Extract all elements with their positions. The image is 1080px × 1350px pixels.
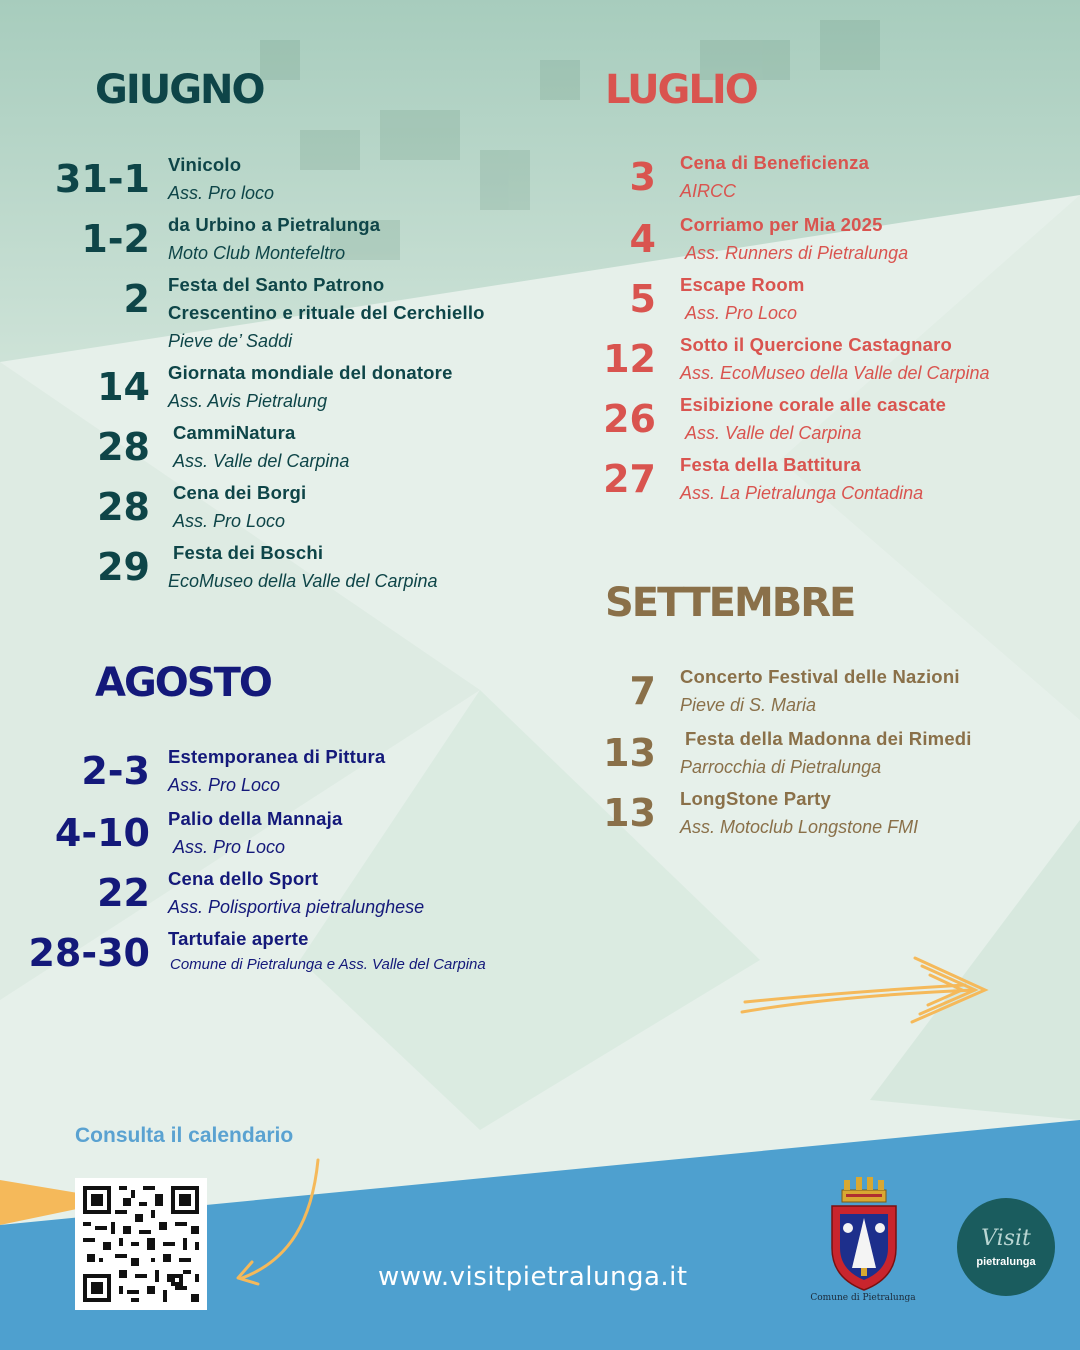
- visit-pietralunga-logo: [957, 1198, 1055, 1296]
- event-day: 1-2: [81, 217, 150, 261]
- event-org: Ass. Polisportiva pietralunghese: [168, 897, 425, 917]
- event-day: 2: [123, 277, 150, 321]
- event-title: Sotto il Quercione Castagnaro: [680, 334, 953, 355]
- event-title-line2: Crescentino e rituale del Cerchiello: [168, 302, 485, 323]
- website-link[interactable]: www.visitpietralunga.it: [378, 1262, 688, 1292]
- event-title: Vinicolo: [168, 154, 242, 175]
- event-title: Festa del Santo Patrono: [168, 274, 385, 295]
- event-org: EcoMuseo della Valle del Carpina: [168, 571, 438, 591]
- event-title: Concerto Festival delle Nazioni: [680, 666, 960, 687]
- event-org: Ass. Pro Loco: [173, 837, 286, 857]
- event-title: Cena di Beneficienza: [680, 152, 870, 173]
- event-org: Comune di Pietralunga e Ass. Valle del Carpina: [170, 956, 486, 973]
- qr-code-graphic: [75, 1178, 207, 1310]
- event-org: Ass. Avis Pietralung: [168, 391, 328, 411]
- qr-code-icon[interactable]: [75, 1178, 207, 1310]
- event-title: Palio della Mannaja: [168, 808, 343, 829]
- event-title: Cena dello Sport: [168, 868, 319, 889]
- event-title: Esibizione corale alle cascate: [680, 394, 947, 415]
- month-title-luglio: LUGLIO: [605, 67, 757, 113]
- event-title: Escape Room: [680, 274, 805, 295]
- event-day: 4-10: [54, 811, 150, 855]
- event-org: Ass. Valle del Carpina: [685, 423, 862, 443]
- event-title: CammiNatura: [173, 422, 296, 443]
- calendar-call-to-action: Consulta il calendario: [75, 1124, 294, 1147]
- event-org: Ass. Pro Loco: [173, 511, 286, 531]
- event-org: Pieve di S. Maria: [680, 695, 817, 715]
- event-day: 28-30: [28, 931, 150, 975]
- event-day: 14: [97, 365, 150, 409]
- event-org: Ass. Pro Loco: [685, 303, 798, 323]
- coat-of-arms-icon: [818, 1174, 910, 1306]
- event-org: Ass. Runners di Pietralunga: [685, 243, 909, 263]
- event-day: 13: [603, 791, 656, 835]
- event-day: 26: [603, 397, 656, 441]
- event-day: 2-3: [81, 749, 150, 793]
- event-day: 5: [629, 277, 656, 321]
- event-org: Ass. La Pietralunga Contadina: [680, 483, 924, 503]
- event-title: Festa della Madonna dei Rimedi: [685, 728, 972, 749]
- event-day: 7: [629, 669, 656, 713]
- event-title: Giornata mondiale del donatore: [168, 362, 453, 383]
- event-day: 28: [97, 425, 150, 469]
- event-org: Ass. Pro Loco: [168, 775, 281, 795]
- event-org: Ass. Valle del Carpina: [173, 451, 350, 471]
- event-day: 22: [97, 871, 150, 915]
- event-title: Estemporanea di Pittura: [168, 746, 386, 767]
- event-title: Corriamo per Mia 2025: [680, 214, 883, 235]
- logo-script-text: Visit: [981, 1226, 1031, 1251]
- event-day: 13: [603, 731, 656, 775]
- event-day: 29: [97, 545, 150, 589]
- event-org: Ass. EcoMuseo della Valle del Carpina: [680, 363, 990, 383]
- event-title: LongStone Party: [680, 788, 832, 809]
- event-day: 27: [603, 457, 656, 501]
- event-org: Ass. Motoclub Longstone FMI: [680, 817, 919, 837]
- event-org: Pieve de’ Saddi: [168, 331, 293, 351]
- event-org: Moto Club Montefeltro: [168, 243, 346, 263]
- month-title-settembre: SETTEMBRE: [605, 580, 855, 626]
- comune-caption: Comune di Pietralunga: [810, 1293, 916, 1303]
- event-day: 31-1: [54, 157, 150, 201]
- month-title-agosto: AGOSTO: [95, 660, 271, 706]
- event-title: Festa della Battitura: [680, 454, 862, 475]
- event-org: Parrocchia di Pietralunga: [680, 757, 882, 777]
- event-day: 28: [97, 485, 150, 529]
- event-title: Festa dei Boschi: [173, 542, 324, 563]
- event-org: AIRCC: [680, 181, 737, 201]
- event-title: da Urbino a Pietralunga: [168, 214, 381, 235]
- event-title: Tartufaie aperte: [168, 928, 309, 949]
- event-org: Ass. Pro loco: [168, 183, 275, 203]
- crest-graphic: [818, 1174, 910, 1294]
- event-title: Cena dei Borgi: [173, 482, 307, 503]
- month-title-giugno: GIUGNO: [95, 67, 264, 113]
- event-day: 12: [603, 337, 656, 381]
- event-day: 4: [629, 217, 656, 261]
- logo-word-text: pietralunga: [976, 1256, 1036, 1268]
- event-day: 3: [629, 155, 656, 199]
